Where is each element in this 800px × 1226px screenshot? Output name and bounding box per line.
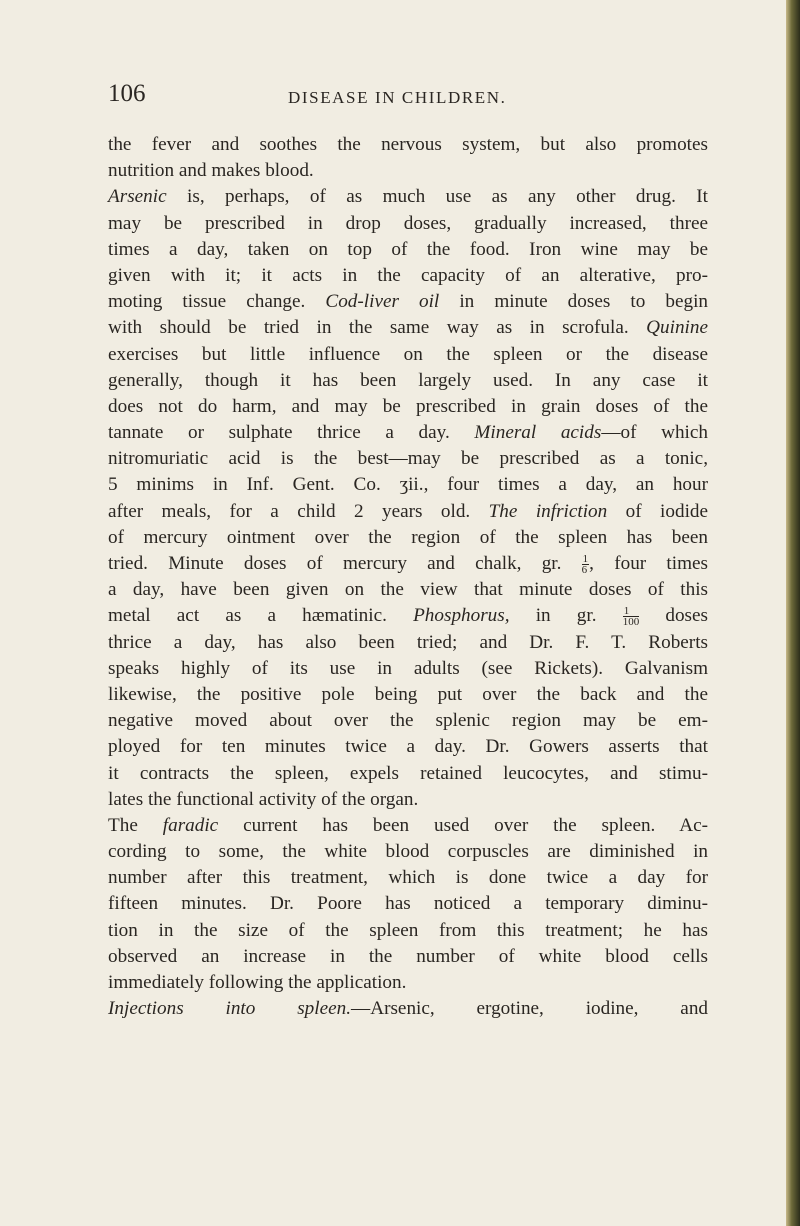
text-line: tried. Minute doses of mercury and chalk, gr. $\frac{1}{6}$ , four times <box>108 553 708 577</box>
text-line: immediately following the application. <box>108 972 407 993</box>
text-line: likewise, the positive pole being put over the back and the <box>108 683 708 705</box>
drug-name: Arsenic <box>108 186 167 208</box>
text-line: lates the functional activity of the organ. <box>108 788 419 810</box>
text-line: of mercury ointment over the region of the spleen has been <box>108 526 708 548</box>
text-line: nitromuriatic acid is the best—may be prescribed as a tonic, <box>108 448 708 470</box>
text-line: it contracts the spleen, expels retained leucocytes, and stimu- <box>108 762 708 784</box>
text-line: may be prescribed in drop doses, gradually increased, three <box>108 212 708 234</box>
treatment-name: faradic <box>162 814 219 836</box>
text-line: given with it; it acts in the capacity of an alterative, pro- <box>108 264 708 286</box>
text-line: metal act as a hæmatinic. Phosphorus, in gr. $\frac{1}{100}$ doses <box>108 605 709 629</box>
drug-name: Cod-liver oil <box>325 291 440 313</box>
page-binding-edge <box>786 0 800 1226</box>
text-line: nutrition and makes blood. <box>108 160 314 182</box>
text-line: speaks highly of its use in adults (see Rickets). Galvanism <box>108 657 708 679</box>
text-line: ployed for ten minutes twice a day. Dr. Gowers asserts that <box>108 736 708 758</box>
text-line: the fever and soothes the nervous system, but also promotes <box>108 134 708 155</box>
text-line: observed an increase in the number of white blood cells <box>108 945 708 967</box>
page-header <box>108 80 700 110</box>
fraction: $\frac{1}{6}$ <box>581 553 589 577</box>
section-heading: Injections into spleen. <box>108 998 352 1020</box>
text-line: does not do harm, and may be prescribed in grain doses of the <box>108 395 708 417</box>
text-line: with should be tried in the same way as in scrofula. Quinine <box>108 317 708 339</box>
text-line: cording to some, the white blood corpuscles are diminished in <box>108 841 708 863</box>
drug-name: Mineral acids <box>474 422 602 444</box>
text-line: The faradic current has been used over the spleen. Ac- <box>108 814 708 836</box>
text-line: times a day, taken on top of the food. Iron wine may be <box>108 238 708 260</box>
body-text <box>108 132 708 1022</box>
text-line: Injections into spleen.—Arsenic, ergotine, iodine, and <box>108 998 709 1020</box>
text-line: after meals, for a child 2 years old. The infriction of iodide <box>108 500 709 522</box>
text-line: negative moved about over the splenic region may be em- <box>108 710 708 732</box>
fraction: $\frac{1}{100}$ <box>622 605 640 629</box>
text-line: moting tissue change. Cod-liver oil in minute doses to begin <box>108 291 709 313</box>
drug-name: Quinine <box>646 317 708 339</box>
text-line: tion in the size of the spleen from this treatment; he has <box>108 919 708 941</box>
treatment-name: The infriction <box>488 500 608 522</box>
text-line: number after this treatment, which is done twice a day for <box>108 867 708 889</box>
text-line: tannate or sulphate thrice a day. Mineral acids—of which <box>108 422 708 444</box>
text-line: fifteen minutes. Dr. Poore has noticed a temporary diminu- <box>108 893 708 915</box>
text-line: thrice a day, has also been tried; and Dr. F. T. Roberts <box>108 631 708 653</box>
page-number: 106 <box>108 80 146 107</box>
text-line: 5 minims in Inf. Gent. Co. ʒii., four times a day, an hour <box>108 474 708 496</box>
text-line: Arsenic is, perhaps, of as much use as any other drug. It <box>108 186 708 208</box>
drug-name: Phosphorus, <box>413 605 510 627</box>
running-head: DISEASE IN CHILDREN. <box>288 88 507 107</box>
text-line: exercises but little influence on the spleen or the disease <box>108 343 708 365</box>
text-line: generally, though it has been largely used. In any case it <box>108 369 708 391</box>
text-line: a day, have been given on the view that minute doses of this <box>108 579 708 601</box>
